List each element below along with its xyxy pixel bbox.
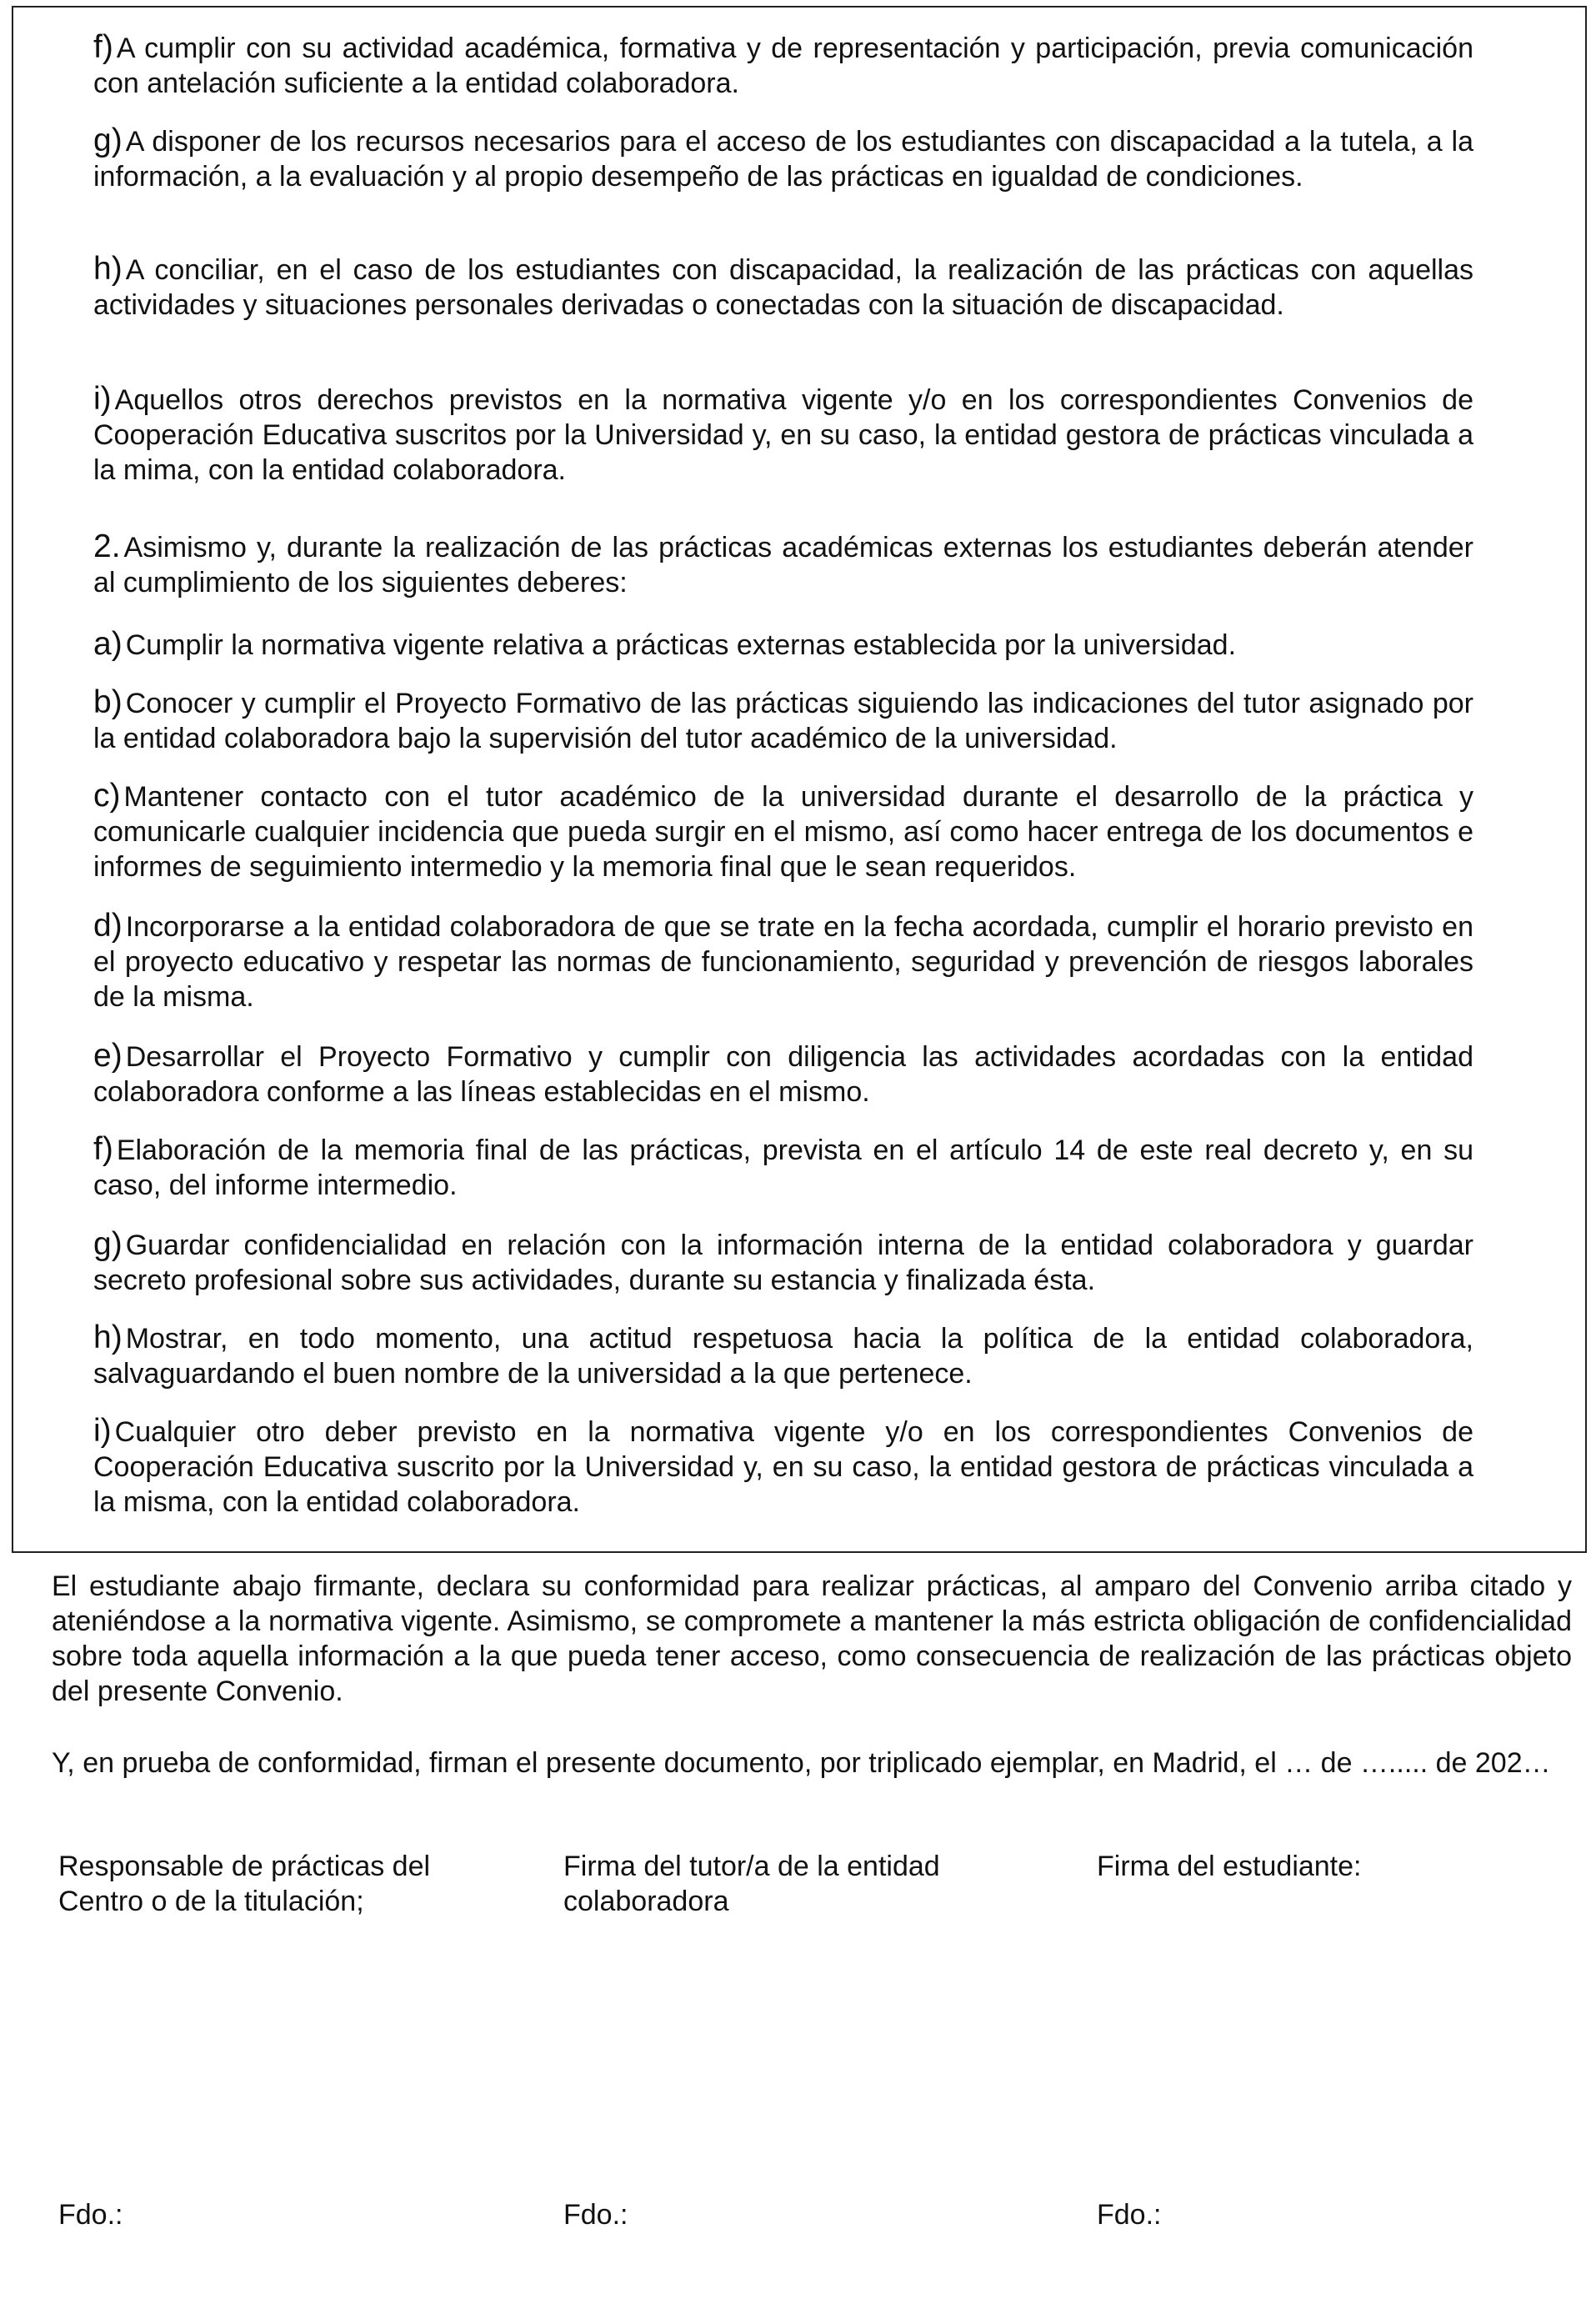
item-text: Conocer y cumplir el Proyecto Formativo de las prácticas siguiendo las indicaciones del tutor asignado por la entidad colaboradora bajo la supervisión del tutor académico de la universidad. (93, 688, 1473, 754)
item-text: A cumplir con su actividad académica, formativa y de representación y participación, previa comunicación con antelación suficiente a la entidad colaboradora. (93, 33, 1473, 99)
item-text: A conciliar, en el caso de los estudiantes con discapacidad, la realización de las prácticas con aquellas actividades y situaciones personales derivadas o conectadas con la situación de discapacidad. (93, 254, 1473, 321)
right-item-f (93, 30, 1473, 101)
signature-label-line: Centro o de la titulación; (58, 1886, 364, 1917)
signature-block-tutor (563, 1849, 997, 1919)
duties-intro (93, 529, 1473, 600)
item-label: g) (93, 123, 123, 158)
signature-label-line: Firma del estudiante: (1097, 1851, 1362, 1882)
item-label: h) (93, 1320, 123, 1355)
item-label: i) (93, 381, 112, 417)
item-label: h) (93, 251, 123, 287)
signature-label-line: Firma del tutor/a de la entidad (563, 1851, 940, 1882)
fdo-student: Fdo.: (1097, 2199, 1162, 2231)
item-label: e) (93, 1038, 123, 1074)
item-text: A disponer de los recursos necesarios para el acceso de los estudiantes con discapacidad a la tutela, a la información, a la evaluación y al propio desempeño de las prácticas en igualdad de condiciones. (93, 126, 1473, 193)
duty-item-a (93, 627, 1473, 663)
item-text: Asimismo y, durante la realización de las prácticas académicas externas los estudiantes deberán atender al cumplimiento de los siguientes deberes: (93, 532, 1473, 599)
item-text: Mostrar, en todo momento, una actitud respetuosa hacia la política de la entidad colaboradora, salvaguardando el buen nombre de la universidad a la que pertenece. (93, 1323, 1473, 1390)
declaration-text: El estudiante abajo firmante, declara su conformidad para realizar prácticas, al amparo del Convenio arriba citado y ateniéndose a la normativa vigente. Asimismo, se compromete a mantener la más estricta obligación de confidencialidad sobre toda aquella información a la que pueda tener acceso, como consecuencia de realización de las prácticas objeto del presente Convenio. (52, 1570, 1572, 1707)
duty-item-e (93, 1039, 1473, 1109)
duty-item-b (93, 685, 1473, 756)
item-text: Cualquier otro deber previsto en la normativa vigente y/o en los correspondientes Convenios de Cooperación Educativa suscrito por la Universidad y, en su caso, la entidad gestora de prácticas vinculada a la misma, con la entidad colaboradora. (93, 1416, 1473, 1518)
signature-block-center (58, 1849, 492, 1919)
duty-item-i (93, 1414, 1473, 1520)
fdo-tutor: Fdo.: (563, 2199, 628, 2231)
right-item-g (93, 123, 1473, 194)
duty-item-d (93, 909, 1473, 1014)
item-label: d) (93, 908, 123, 944)
item-label: a) (93, 626, 123, 662)
signature-label-line: colaboradora (563, 1886, 729, 1917)
item-label: g) (93, 1226, 123, 1262)
duty-item-f (93, 1132, 1473, 1203)
item-label: f) (93, 29, 113, 65)
item-text: Cumplir la normativa vigente relativa a prácticas externas establecida por la universidad. (125, 629, 1237, 661)
item-text: Mantener contacto con el tutor académico de la universidad durante el desarrollo de la práctica y comunicarle cualquier incidencia que pueda surgir en el mismo, así como hacer entrega de los documentos e informes de seguimiento intermedio y la memoria final que le sean requeridos. (93, 781, 1473, 883)
duty-item-c (93, 779, 1473, 884)
item-label: c) (93, 778, 121, 814)
signature-block-student (1097, 1849, 1530, 1884)
item-text: Desarrollar el Proyecto Formativo y cumplir con diligencia las actividades acordadas con la entidad colaboradora conforme a las líneas establecidas en el mismo. (93, 1041, 1473, 1108)
duty-item-h (93, 1320, 1473, 1391)
item-label: 2. (93, 528, 121, 564)
item-text: Aquellos otros derechos previstos en la normativa vigente y/o en los correspondientes Convenios de Cooperación Educativa suscritos por la Universidad y, en su caso, la entidad gestora de prácticas vinculada a la mima, con la entidad colaboradora. (93, 384, 1473, 486)
fdo-center: Fdo.: (58, 2199, 123, 2231)
right-item-h (93, 252, 1473, 323)
item-text: Incorporarse a la entidad colaboradora de que se trate en la fecha acordada, cumplir el horario previsto en el proyecto educativo y respetar las normas de funcionamiento, seguridad y prevención de riesgos laborales de la misma. (93, 911, 1473, 1013)
conformity-text: Y, en prueba de conformidad, firman el presente documento, por triplicado ejemplar, en Madrid, el … de …..... de 202… (52, 1747, 1551, 1779)
right-item-i (93, 382, 1473, 488)
item-text: Guardar confidencialidad en relación con la información interna de la entidad colaboradora y guardar secreto profesional sobre sus actividades, durante su estancia y finalizada ésta. (93, 1230, 1473, 1296)
duty-item-g (93, 1227, 1473, 1298)
item-label: b) (93, 684, 123, 720)
item-label: i) (93, 1413, 112, 1449)
item-label: f) (93, 1131, 113, 1167)
signature-label-line: Responsable de prácticas del (58, 1851, 431, 1882)
item-text: Elaboración de la memoria final de las prácticas, prevista en el artículo 14 de este real decreto y, en su caso, del informe intermedio. (93, 1134, 1473, 1201)
